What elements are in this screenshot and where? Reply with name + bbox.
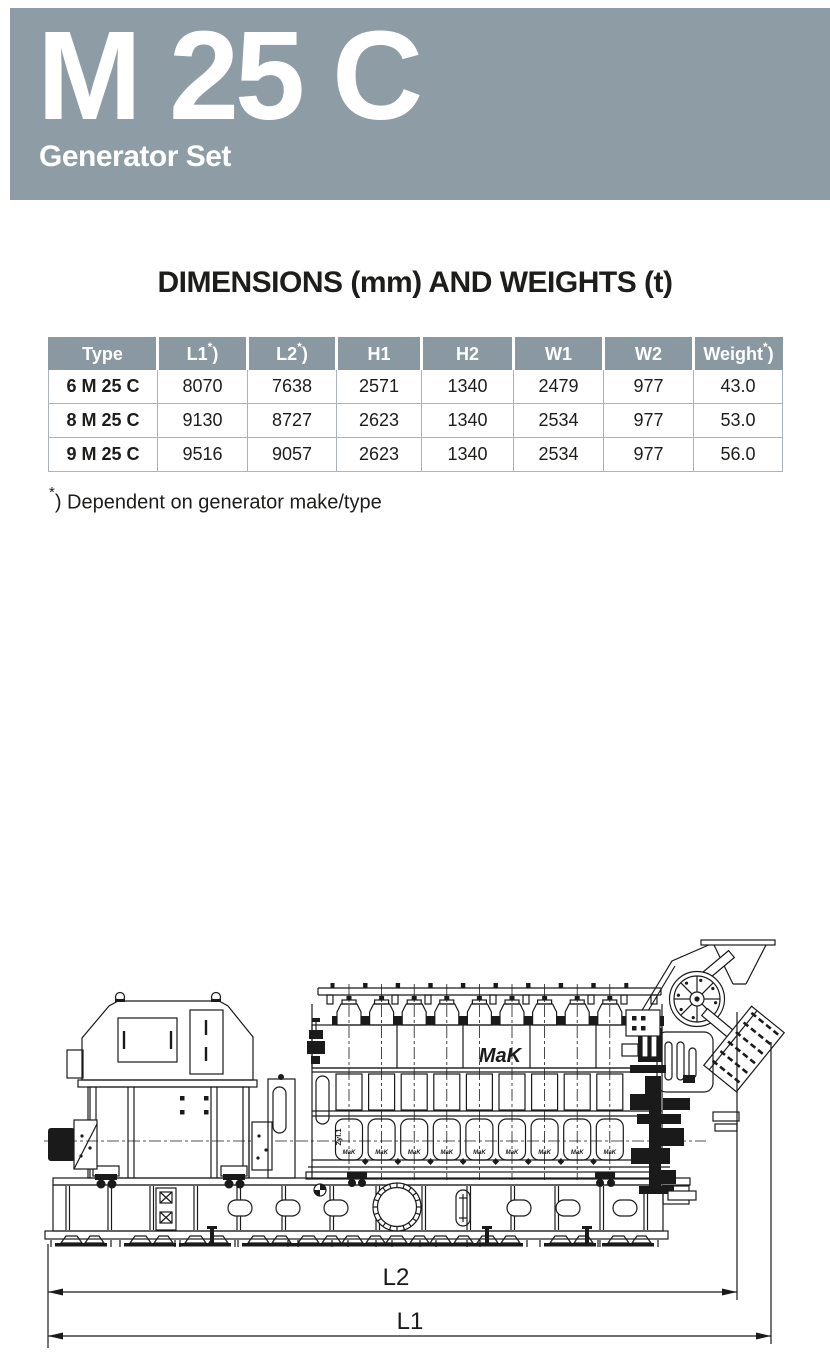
mounting-feet <box>51 1236 658 1247</box>
col-w1: W1 <box>514 338 604 370</box>
mak-door-logo: MaK <box>407 1150 421 1156</box>
col-l1: L1*) <box>158 338 248 370</box>
col-l2: L2*) <box>248 338 337 370</box>
cell-l2: 8727 <box>248 404 337 438</box>
dimensions-table <box>48 337 783 472</box>
header-banner <box>10 5 830 200</box>
cylinder-bank <box>331 983 629 1180</box>
mak-door-logo: MaK <box>538 1150 551 1156</box>
cell-weight: 53.0 <box>694 404 783 438</box>
cell-type: 9 M 25 C <box>49 438 158 472</box>
generator-drawing <box>48 993 257 1189</box>
cell-l1: 9130 <box>158 404 248 438</box>
table-row <box>49 438 783 472</box>
cell-w2: 977 <box>604 438 694 472</box>
base-frame <box>45 1178 690 1239</box>
dim-l1-label: L1 <box>396 1308 424 1335</box>
section-title: DIMENSIONS (mm) AND WEIGHTS (t) <box>157 266 673 299</box>
table-row <box>49 404 783 438</box>
cell-h1: 2623 <box>337 438 422 472</box>
mak-door-logo: MaK <box>505 1150 519 1156</box>
coupling-drawing <box>252 1074 295 1178</box>
cell-w2: 977 <box>604 404 694 438</box>
base-frame-openings <box>228 1200 637 1216</box>
mak-logo: MaK <box>478 1045 522 1067</box>
cell-h2: 1340 <box>422 404 514 438</box>
table-row <box>49 370 783 404</box>
cell-h2: 1340 <box>422 370 514 404</box>
mak-door-logo: MaK <box>440 1150 454 1156</box>
footnote: *) Dependent on generator make/type <box>49 484 382 514</box>
col-w2: W2 <box>604 338 694 370</box>
col-h2: H2 <box>422 338 514 370</box>
cell-w1: 2534 <box>514 438 604 472</box>
cell-w1: 2479 <box>514 370 604 404</box>
pipework-cluster <box>630 1092 739 1200</box>
flange-circle <box>373 1183 421 1231</box>
terminal-box <box>48 1128 75 1161</box>
cell-type: 6 M 25 C <box>49 370 158 404</box>
cylinder-1-label: Zyl.1 <box>334 1128 343 1146</box>
dim-l2-label: L2 <box>382 1264 410 1291</box>
mak-door-logo: MaK <box>375 1150 388 1156</box>
cell-l1: 9516 <box>158 438 248 472</box>
cell-l2: 7638 <box>248 370 337 404</box>
table-header-row <box>49 338 783 370</box>
cell-w1: 2534 <box>514 404 604 438</box>
generator-set-drawing <box>0 920 830 1353</box>
cell-weight: 43.0 <box>694 370 783 404</box>
frame-details <box>156 1184 470 1230</box>
col-weight: Weight*) <box>694 338 783 370</box>
mak-door-logo: MaK <box>473 1150 486 1156</box>
cell-type: 8 M 25 C <box>49 404 158 438</box>
page-subtitle: Generator Set <box>39 139 231 173</box>
col-h1: H1 <box>337 338 422 370</box>
cell-h1: 2571 <box>337 370 422 404</box>
col-type: Type <box>49 338 158 370</box>
mak-door-logo: MaK <box>342 1150 356 1156</box>
cell-h1: 2623 <box>337 404 422 438</box>
mak-door-logo: MaK <box>603 1150 617 1156</box>
cell-weight: 56.0 <box>694 438 783 472</box>
cell-h2: 1340 <box>422 438 514 472</box>
cell-l2: 9057 <box>248 438 337 472</box>
intake-funnel-flange <box>701 940 775 945</box>
cell-w2: 977 <box>604 370 694 404</box>
cell-l1: 8070 <box>158 370 248 404</box>
page-title: M 25 C <box>37 5 420 146</box>
mak-door-logo: MaK <box>570 1150 584 1156</box>
